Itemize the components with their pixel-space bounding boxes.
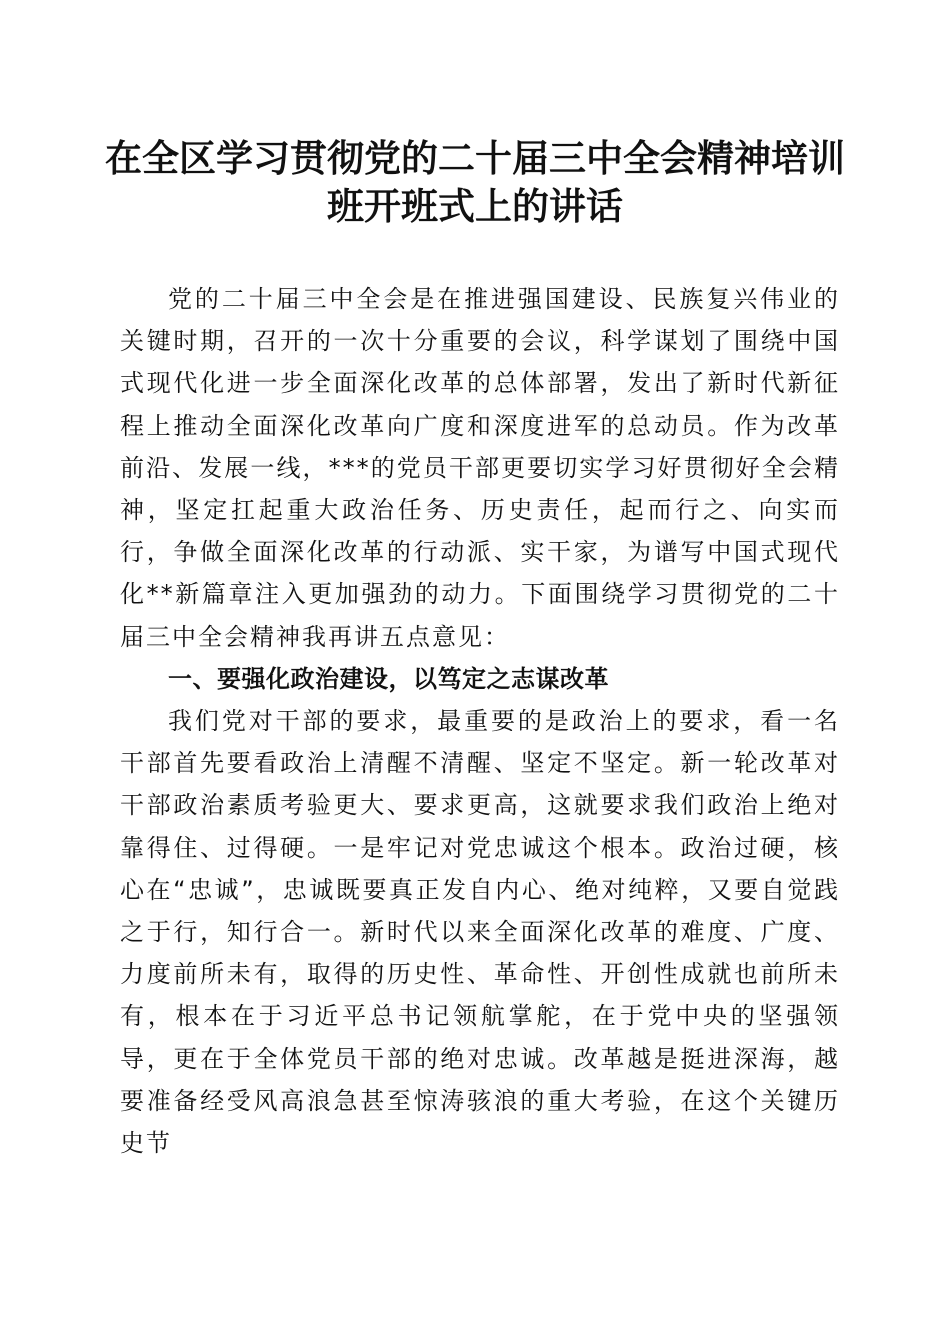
intro-paragraph: 党的二十届三中全会是在推进强国建设、民族复兴伟业的关键时期，召开的一次十分重要的会议，科学谋划了围绕中国式现代化进一步全面深化改革的总体部署，发出了新时代新征程上推动全面深化改革向广度和深度进军的总动员。作为改革前沿、发展一线，***的党员干部更要切实学习好贯彻好全会精神，坚定扛起重大政治任务、历史责任，起而行之、向实而行，争做全面深化改革的行动派、实干家，为谱写中国式现代化**新篇章注入更加强劲的动力。下面围绕学习贯彻党的二十届三中全会精神我再讲五点意见： [120,285,840,651]
section-1-paragraph: 我们党对干部的要求，最重要的是政治上的要求，看一名干部首先要看政治上清醒不清醒、坚定不坚定。新一轮改革对干部政治素质考验更大、要求更高，这就要求我们政治上绝对靠得住、过得硬。一是牢记对党忠诚这个根本。政治过硬，核心在“忠诚”，忠诚既要真正发自内心、绝对纯粹，又要自觉践之于行，知行合一。新时代以来全面深化改革的难度、广度、力度前所未有，取得的历史性、革命性、开创性成就也前所未有，根本在于习近平总书记领航掌舵，在于党中央的坚强领导，更在于全体党员干部的绝对忠诚。改革越是挺进深海，越要准备经受风高浪急甚至惊涛骇浪的重大考验，在这个关键历史节 [120,707,840,1158]
document-body [120,278,840,1164]
document-title-line-2: 班开班式上的讲话 [327,184,623,228]
document-title-line-1: 在全区学习贯彻党的二十届三中全会精神培训 [105,136,845,180]
section-heading-1: 一、要强化政治建设，以笃定之志谋改革 [168,664,609,693]
